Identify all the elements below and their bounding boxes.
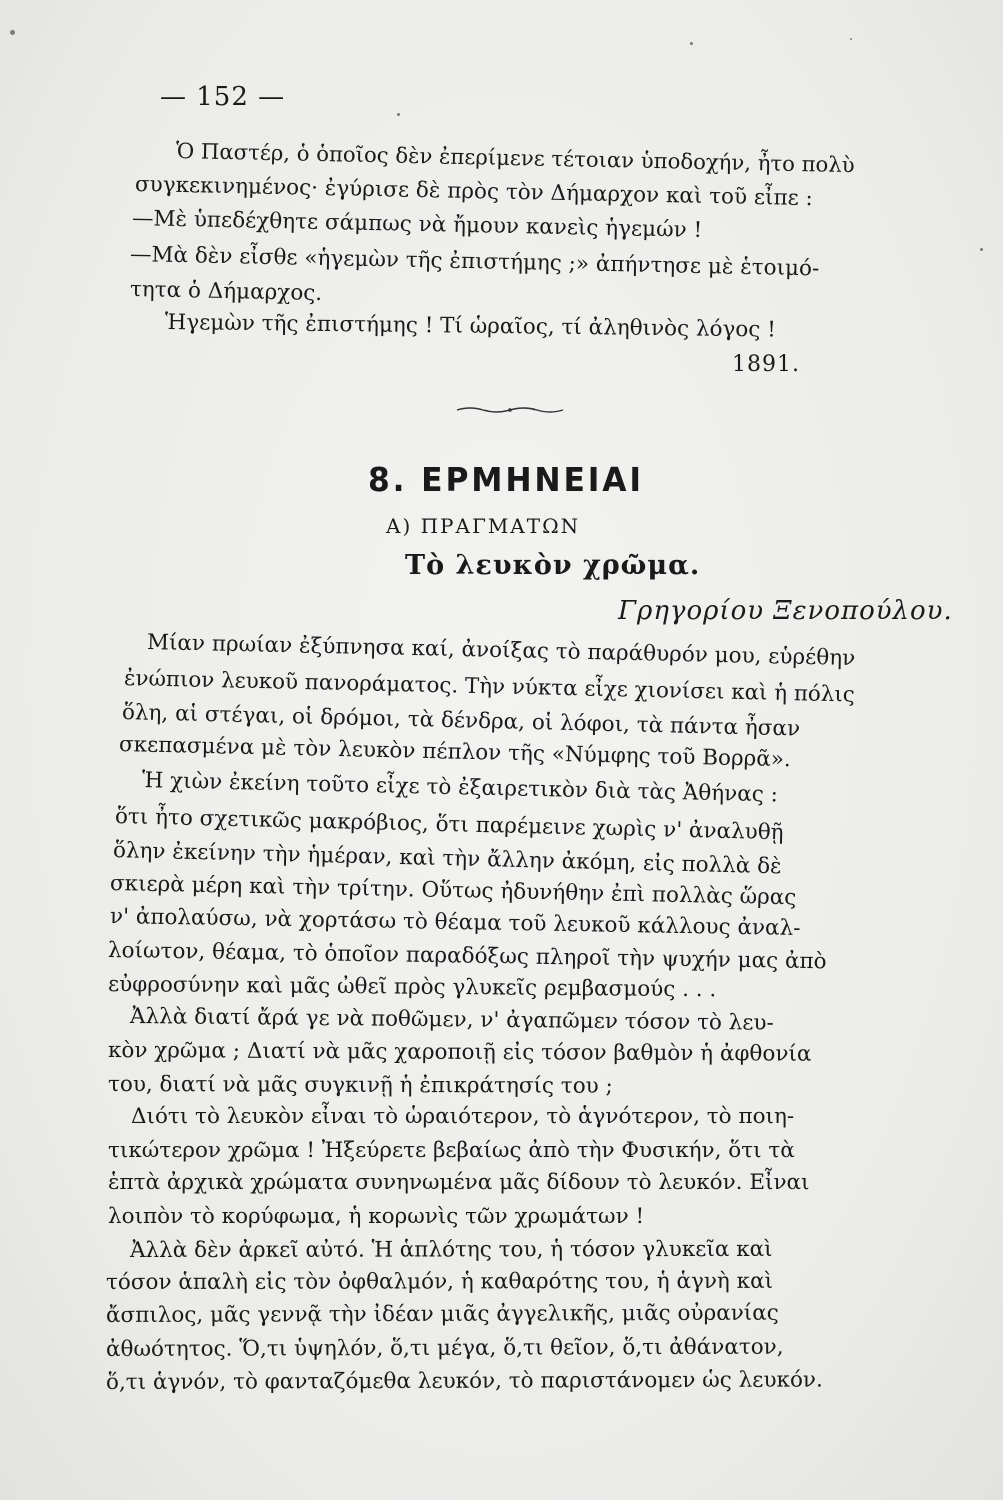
- text-line: σκιερὰ μέρη καὶ τὴν τρίτην. Οὕτως ἠδυνήθην ἐπὶ πολλὰς ὥρας: [109, 871, 797, 911]
- text-line: Ἡ χιὼν ἐκείνη τοῦτο εἶχε τὸ ἐξαιρετικὸν διὰ τὰς Ἀθήνας :: [141, 768, 779, 808]
- text-line: τητα ὁ Δήμαρχος.: [129, 277, 323, 307]
- text-line: Μίαν πρωίαν ἐξύπνησα καί, ἀνοίξας τὸ παράθυρόν μου, εὑρέθην: [146, 630, 856, 672]
- text-line: —Μὰ δὲν εἶσθε «ἡγεμὼν τῆς ἐπιστήμης ;» ἀπήντησε μὲ ἑτοιμό-: [129, 242, 820, 282]
- text-line: ἐνώπιον λευκοῦ πανοράματος. Τὴν νύκτα εἶχε χιονίσει καὶ ἡ πόλις: [123, 666, 856, 708]
- text-line: ἄσπιλος, μᾶς γεννᾷ τὴν ἰδέαν μιᾶς ἀγγελικῆς, μιᾶς οὐρανίας: [105, 1300, 779, 1328]
- scan-speck: [850, 38, 852, 40]
- text-line: κὸν χρῶμα ; Διατί νὰ μᾶς χαροποιῇ εἰς τόσον βαθμὸν ἡ ἀφθονία: [107, 1038, 812, 1067]
- text-line: συγκεκινημένος· ἐγύρισε δὲ πρὸς τὸν Δήμαρχον καὶ τοῦ εἶπε :: [134, 172, 814, 212]
- scan-speck: [980, 248, 983, 251]
- text-line: Ἀλλὰ δὲν ἀρκεῖ αὐτό. Ἡ ἁπλότης του, ἡ τόσον γλυκεῖα καὶ: [129, 1236, 773, 1263]
- author: Γρηγορίου Ξενοπούλου.: [618, 596, 953, 626]
- text-line: Ὁ Παστέρ, ὁ ὁποῖος δὲν ἐπερίμενε τέτοιαν ὑποδοχήν, ἦτο πολὺ: [175, 138, 855, 178]
- ornament-divider: [455, 403, 565, 417]
- date: 1891.: [732, 352, 800, 377]
- text-line: ἑπτὰ ἀρχικὰ χρώματα συνηνωμένα μᾶς δίδουν τὸ λευκόν. Εἶναι: [108, 1170, 810, 1195]
- text-line: ὅ,τι ἁγνόν, τὸ φανταζόμεθα λευκόν, τὸ παριστάνομεν ὡς λευκόν.: [105, 1367, 823, 1395]
- text-line: ἀθωότητος. Ὅ,τι ὑψηλόν, ὅ,τι μέγα, ὅ,τι θεῖον, ὅ,τι ἀθάνατον,: [105, 1334, 784, 1362]
- article-title: Τὸ λευκὸν χρῶμα.: [405, 550, 701, 581]
- text-line: —Μὲ ὑπεδέχθητε σάμπως νὰ ἤμουν κανεὶς ἡγεμών !: [131, 206, 703, 243]
- text-line: σκεπασμένα μὲ τὸν λευκὸν πέπλον τῆς «Νύμφης τοῦ Βορρᾶ».: [118, 732, 792, 773]
- text-line: λοιπὸν τὸ κορύφωμα, ἡ κορωνὶς τῶν χρωμάτων !: [108, 1204, 645, 1229]
- text-line: τόσον ἁπαλὴ εἰς τὸν ὀφθαλμόν, ἡ καθαρότης του, ἡ ἁγνὴ καὶ: [105, 1268, 774, 1295]
- text-line: του, διατί νὰ μᾶς συγκινῇ ἡ ἐπικράτησίς του ;: [107, 1072, 613, 1099]
- text-line: Ἡγεμὼν τῆς ἐπιστήμης ! Τί ὡραῖος, τί ἀληθινὸς λόγος !: [164, 310, 776, 343]
- scan-speck: [397, 113, 400, 116]
- text-line: ὅλη, αἱ στέγαι, οἱ δρόμοι, τὰ δένδρα, οἱ λόφοι, τὰ πάντα ἦσαν: [121, 700, 801, 742]
- text-line: τικώτερον χρῶμα ! Ἠξεύρετε βεβαίως ἀπὸ τὴν Φυσικήν, ὅτι τὰ: [108, 1138, 795, 1163]
- scan-speck: [10, 30, 15, 35]
- text-line: Ἀλλὰ διατί ἄρά γε νὰ ποθῶμεν, ν' ἀγαπῶμεν τόσον τὸ λευ-: [129, 1004, 774, 1036]
- text-line: ν' ἀπολαύσω, νὰ χορτάσω τὸ θέαμα τοῦ λευκοῦ κάλλους ἀναλ-: [109, 904, 801, 942]
- text-line: ὅτι ἦτο σχετικῶς μακρόβιος, ὅτι παρέμεινε χωρὶς ν' ἀναλυθῇ: [114, 804, 784, 846]
- text-line: εὐφροσύνην καὶ μᾶς ὠθεῖ πρὸς γλυκεῖς ρεμβασμούς . . .: [107, 972, 717, 1003]
- text-line: λοίωτον, θέαμα, τὸ ὁποῖον παραδόξως πληροῖ τὴν ψυχήν μας ἀπὸ: [107, 938, 827, 975]
- section-heading: 8. ΕΡΜΗΝΕΙΑΙ: [368, 460, 644, 499]
- scan-speck: [690, 42, 693, 45]
- text-line: Διότι τὸ λευκὸν εἶναι τὸ ὡραιότερον, τὸ ἁγνότερον, τὸ ποιη-: [131, 1104, 795, 1129]
- page-number: — 152 —: [160, 82, 286, 112]
- text-line: ὅλην ἐκείνην τὴν ἡμέραν, καὶ τὴν ἄλλην ἀκόμη, εἰς πολλὰ δὲ: [112, 838, 782, 880]
- subheading: Α) ΠΡΑΓΜΑΤΩΝ: [386, 514, 581, 538]
